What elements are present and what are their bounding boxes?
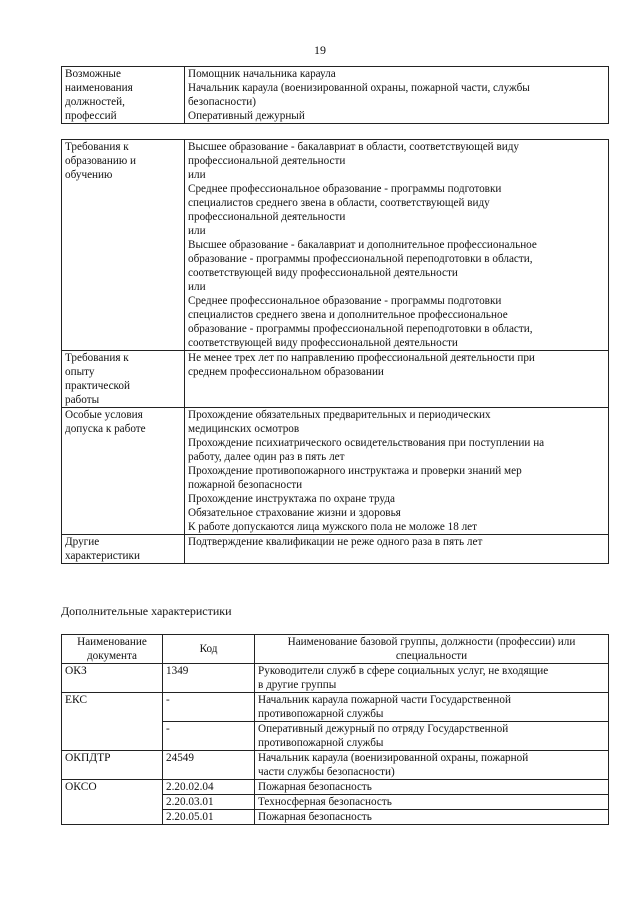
table-row — [62, 751, 609, 780]
header-document — [62, 635, 163, 664]
table-row — [62, 67, 609, 124]
table-row — [62, 140, 609, 351]
table-row — [62, 780, 609, 795]
header-line: Наименование базовой группы, должности (профессии) или — [287, 636, 576, 648]
header-line: документа — [86, 650, 138, 662]
name-cell — [255, 751, 609, 780]
name-cell — [255, 693, 609, 722]
table-row — [62, 535, 609, 564]
name-line: противопожарной службы — [258, 737, 384, 749]
name-line: Руководители служб в сфере социальных услуг, не входящие — [258, 665, 549, 677]
name-cell — [255, 795, 609, 810]
table-row — [62, 408, 609, 535]
requirement-line: профессиональной деятельности — [188, 155, 346, 167]
requirement-line: или — [188, 225, 206, 237]
requirement-value — [185, 351, 609, 408]
requirement-line: Прохождение инструктажа по охране труда — [188, 493, 395, 505]
label-line: обучению — [65, 169, 113, 181]
name-cell — [255, 780, 609, 795]
code-cell: - — [163, 722, 255, 751]
table-row — [62, 351, 609, 408]
positions-values — [185, 67, 609, 124]
requirement-line: или — [188, 169, 206, 181]
requirement-label — [62, 351, 185, 408]
name-cell — [255, 722, 609, 751]
name-cell — [255, 664, 609, 693]
label-line: профессий — [65, 110, 117, 122]
position-line: Помощник начальника караула — [188, 68, 336, 80]
requirement-line: среднем профессиональном образовании — [188, 366, 384, 378]
requirement-line: Прохождение обязательных предварительных и периодических — [188, 409, 491, 421]
label-line: образованию и — [65, 155, 137, 167]
requirement-line: К работе допускаются лица мужского пола не моложе 18 лет — [188, 521, 478, 533]
name-line: Техносферная безопасность — [258, 796, 392, 808]
positions-label — [62, 67, 185, 124]
requirement-label — [62, 535, 185, 564]
header-code — [163, 635, 255, 664]
label-line: должностей, — [65, 96, 125, 108]
label-line: Требования к — [65, 352, 129, 364]
requirement-line: Прохождение психиатрического освидетельствования при поступлении на — [188, 437, 545, 449]
name-line: Начальник караула пожарной части Государственной — [258, 694, 511, 706]
requirement-label — [62, 408, 185, 535]
document-cell: ОКПДТР — [62, 751, 163, 780]
code-cell: 24549 — [163, 751, 255, 780]
label-line: практической — [65, 380, 130, 392]
document-cell: ОКЗ — [62, 664, 163, 693]
table-row — [62, 664, 609, 693]
requirement-value — [185, 535, 609, 564]
requirement-line: Высшее образование - бакалавриат и дополнительное профессиональное — [188, 239, 537, 251]
requirement-line: Подтверждение квалификации не реже одного раза в пять лет — [188, 536, 483, 548]
document-cell: ОКСО — [62, 780, 163, 825]
name-cell — [255, 810, 609, 825]
code-cell: 2.20.02.04 — [163, 780, 255, 795]
label-line: характеристики — [65, 550, 140, 562]
requirement-line: Среднее профессиональное образование - программы подготовки — [188, 183, 502, 195]
name-line: части службы безопасности) — [258, 766, 395, 778]
name-line: противопожарной службы — [258, 708, 384, 720]
position-line: Оперативный дежурный — [188, 110, 305, 122]
requirement-line: специалистов среднего звена в области, соответствующей виду — [188, 197, 490, 209]
requirement-line: профессиональной деятельности — [188, 211, 346, 223]
requirement-line: образование - программы профессиональной переподготовки в области, — [188, 253, 533, 265]
label-line: Возможные — [65, 68, 121, 80]
name-line: Начальник караула (военизированной охраны, пожарной — [258, 752, 529, 764]
additional-characteristics-heading: Дополнительные характеристики — [61, 604, 232, 618]
requirement-line: или — [188, 281, 206, 293]
label-line: допуска к работе — [65, 423, 146, 435]
page-number: 19 — [314, 43, 326, 57]
requirement-line: пожарной безопасности — [188, 479, 303, 491]
position-line: Начальник караула (военизированной охраны, пожарной части, службы — [188, 82, 530, 94]
possible-positions-table — [61, 66, 609, 124]
label-line: Особые условия — [65, 409, 143, 421]
additional-characteristics-table — [61, 634, 609, 825]
header-line: специальности — [395, 650, 468, 662]
name-line: в другие группы — [258, 679, 337, 691]
header-line: Код — [199, 643, 218, 655]
requirement-line: Прохождение противопожарного инструктажа и проверки знаний мер — [188, 465, 522, 477]
header-line: Наименование — [77, 636, 147, 648]
requirement-line: образование - программы профессиональной переподготовки в области, — [188, 323, 533, 335]
table-header-row — [62, 635, 609, 664]
label-line: работы — [65, 394, 100, 406]
code-cell: 1349 — [163, 664, 255, 693]
label-line: опыту — [65, 366, 95, 378]
label-line: Требования к — [65, 141, 129, 153]
requirement-line: Высшее образование - бакалавриат в области, соответствующей виду — [188, 141, 519, 153]
code-cell: 2.20.05.01 — [163, 810, 255, 825]
document-cell: ЕКС — [62, 693, 163, 751]
requirement-line: медицинских осмотров — [188, 423, 300, 435]
name-line: Пожарная безопасность — [258, 811, 372, 823]
requirement-line: Среднее профессиональное образование - программы подготовки — [188, 295, 502, 307]
requirement-line: работу, далее один раз в пять лет — [188, 451, 345, 463]
name-line: Оперативный дежурный по отряду Государственной — [258, 723, 509, 735]
requirement-label — [62, 140, 185, 351]
label-line: Другие — [65, 536, 100, 548]
name-line: Пожарная безопасность — [258, 781, 372, 793]
requirement-value — [185, 140, 609, 351]
requirement-line: Обязательное страхование жизни и здоровья — [188, 507, 401, 519]
requirements-table — [61, 139, 609, 564]
header-name — [255, 635, 609, 664]
requirement-line: Не менее трех лет по направлению профессиональной деятельности при — [188, 352, 535, 364]
code-cell: 2.20.03.01 — [163, 795, 255, 810]
label-line: наименования — [65, 82, 133, 94]
requirement-line: соответствующей виду профессиональной деятельности — [188, 337, 458, 349]
position-line: безопасности) — [188, 96, 256, 108]
requirement-line: специалистов среднего звена и дополнительное профессиональное — [188, 309, 508, 321]
code-cell: - — [163, 693, 255, 722]
table-row — [62, 693, 609, 722]
requirement-line: соответствующей виду профессиональной деятельности — [188, 267, 458, 279]
requirement-value — [185, 408, 609, 535]
